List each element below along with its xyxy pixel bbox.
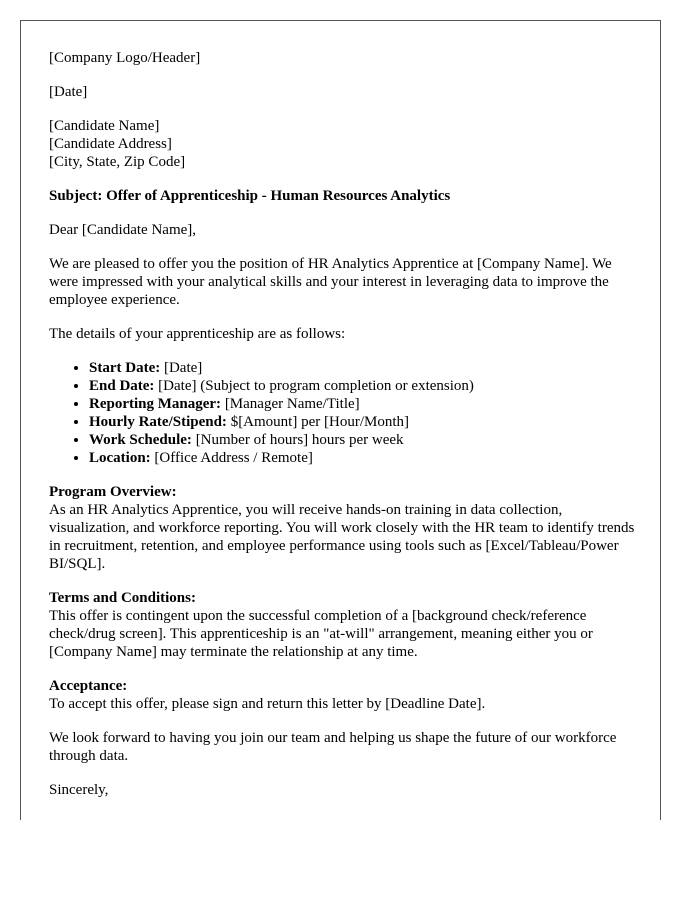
detail-value: [Manager Name/Title]: [221, 396, 360, 412]
detail-value: $[Amount] per [Hour/Month]: [226, 414, 409, 430]
detail-item-hourly-rate: [89, 413, 639, 431]
detail-item-end-date: [89, 377, 639, 395]
detail-item-work-schedule: [89, 431, 639, 449]
subject-line: Subject: Offer of Apprenticeship - Human Resources Analytics: [49, 188, 451, 204]
acceptance-heading: Acceptance:: [49, 678, 128, 694]
program-overview-text: As an HR Analytics Apprentice, you will receive hands-on training in data collection, visualization, and workforce reporting. You will work closely with the HR team to identify trends in recruitment, retention, and employee performance using tools such as [Excel/Tableau/Power BI/SQL].: [49, 502, 635, 572]
terms-heading: Terms and Conditions:: [49, 590, 196, 606]
closing-paragraph: We look forward to having you join our team and helping us shape the future of our workforce through data.: [49, 730, 617, 764]
detail-label: End Date:: [89, 378, 155, 394]
acceptance-section: [49, 677, 639, 713]
recipient-name: [Candidate Name]: [49, 118, 160, 134]
detail-label: Start Date:: [89, 360, 161, 376]
detail-label: Work Schedule:: [89, 432, 192, 448]
letter-content: [49, 49, 639, 815]
detail-item-reporting-manager: [89, 395, 639, 413]
sign-off: Sincerely,: [49, 782, 109, 798]
recipient-address: [49, 117, 639, 171]
intro-paragraph: We are pleased to offer you the position of HR Analytics Apprentice at [Company Name]. We were impressed with your analytical skills and your interest in leveraging data to improve the employee experience.: [49, 256, 612, 308]
acceptance-text: To accept this offer, please sign and return this letter by [Deadline Date].: [49, 696, 486, 712]
program-overview-section: [49, 483, 639, 573]
detail-value: [Date] (Subject to program completion or extension): [154, 378, 474, 394]
letter-page: [20, 20, 661, 820]
detail-value: [Office Address / Remote]: [150, 450, 313, 466]
detail-label: Reporting Manager:: [89, 396, 222, 412]
detail-label: Hourly Rate/Stipend:: [89, 414, 227, 430]
detail-item-location: [89, 449, 639, 467]
terms-section: [49, 589, 639, 661]
detail-label: Location:: [89, 450, 151, 466]
recipient-street: [Candidate Address]: [49, 136, 172, 152]
detail-value: [Date]: [160, 360, 203, 376]
detail-item-start-date: [89, 359, 639, 377]
terms-text: This offer is contingent upon the successful completion of a [background check/reference check/drug screen]. This apprenticeship is an "at-will" arrangement, meaning either you or [Company Name] may terminate the relationship at any time.: [49, 608, 593, 660]
details-list: [49, 359, 639, 467]
details-intro: The details of your apprenticeship are as follows:: [49, 326, 346, 342]
recipient-city: [City, State, Zip Code]: [49, 154, 186, 170]
company-header: [Company Logo/Header]: [49, 50, 201, 66]
detail-value: [Number of hours] hours per week: [191, 432, 404, 448]
salutation: Dear [Candidate Name],: [49, 222, 197, 238]
letter-date: [Date]: [49, 84, 88, 100]
program-overview-heading: Program Overview:: [49, 484, 177, 500]
